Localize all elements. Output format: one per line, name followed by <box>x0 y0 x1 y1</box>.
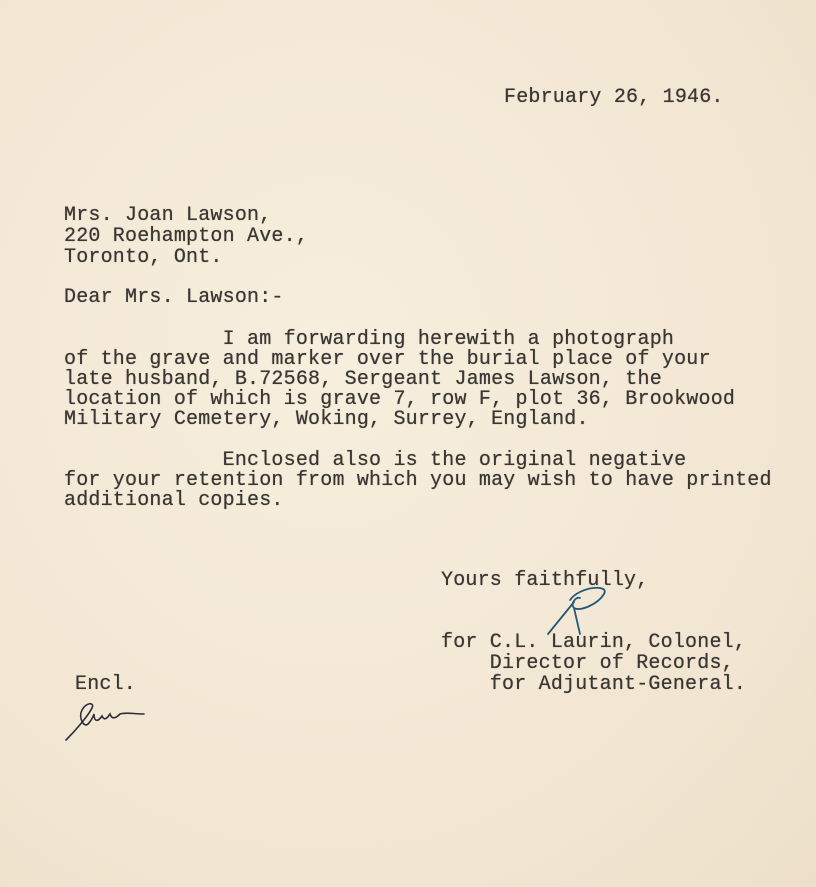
body-line: Military Cemetery, Woking, Surrey, England. <box>64 408 589 431</box>
body-line: location of which is grave 7, row F, plot 36, Brookwood <box>64 388 736 411</box>
closing: Yours faithfully, <box>441 569 649 592</box>
body-line: of the grave and marker over the burial place of your <box>64 348 711 371</box>
signature-mark <box>540 582 620 638</box>
recipient-city: Toronto, Ont. <box>64 246 223 269</box>
signature-line: for C.L. Laurin, Colonel, <box>441 631 747 654</box>
body-line: Enclosed also is the original negative <box>64 449 687 472</box>
body-line: for your retention from which you may wish to have printed <box>64 469 772 492</box>
body-line: I am forwarding herewith a photograph <box>64 328 675 351</box>
recipient-street: 220 Roehampton Ave., <box>64 225 309 248</box>
body-line: additional copies. <box>64 489 284 512</box>
handwritten-initials <box>64 700 148 744</box>
signature-line: Director of Records, <box>441 652 734 675</box>
signature-line: for Adjutant-General. <box>441 673 747 696</box>
body-line: late husband, B.72568, Sergeant James Lawson, the <box>64 368 662 391</box>
letter-date: February 26, 1946. <box>504 86 724 109</box>
salutation: Dear Mrs. Lawson:- <box>64 286 284 309</box>
enclosure-note: Encl. <box>75 673 137 696</box>
recipient-name: Mrs. Joan Lawson, <box>64 204 272 227</box>
